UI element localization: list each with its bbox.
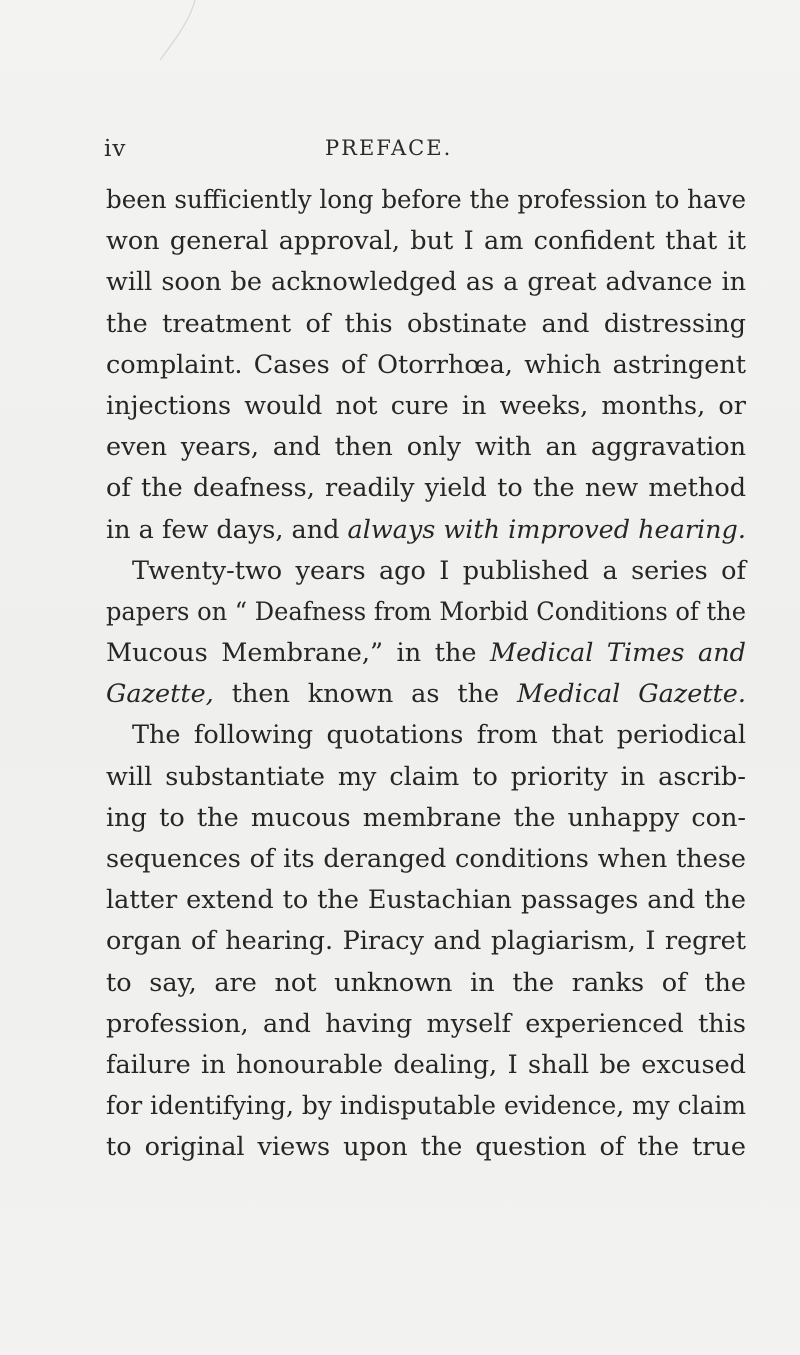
- text-run: then known as the: [213, 679, 517, 710]
- text-line: [106, 1004, 746, 1045]
- text-line: [106, 345, 746, 386]
- text-run: won general approval, but I am confident that it: [106, 226, 746, 257]
- text-line: [106, 510, 746, 551]
- text-run: sequences of its deranged conditions when these: [106, 844, 746, 874]
- text-run: organ of hearing. Piracy and plagiarism, I regret: [106, 926, 747, 957]
- running-head: PREFACE.: [325, 136, 453, 160]
- italic-text-run: Gazette,: [106, 679, 214, 710]
- text-line: [106, 1127, 746, 1168]
- text-line: [106, 633, 746, 674]
- text-run: to original views upon the question of the true: [106, 1132, 746, 1163]
- text-line: [106, 921, 746, 962]
- text-run: Mucous Membrane,” in the: [106, 638, 491, 669]
- text-line: [106, 592, 746, 633]
- text-run: failure in honourable dealing, I shall be excused: [106, 1049, 746, 1080]
- text-line: [106, 674, 746, 715]
- text-run: will soon be acknowledged as a great advance in: [106, 267, 747, 298]
- italic-text-run: always with improved hearing.: [347, 514, 746, 545]
- page-number: iv: [104, 136, 127, 162]
- text-line: [106, 1086, 746, 1127]
- text-run: been sufficiently long before the profession to have: [106, 185, 747, 215]
- text-run: even years, and then only with an aggravation: [106, 432, 747, 463]
- text-line: [106, 221, 746, 262]
- text-run: of the deafness, readily yield to the new method: [106, 473, 747, 504]
- text-run: in a few days, and: [106, 514, 348, 545]
- text-line: [106, 1045, 746, 1086]
- italic-text-run: Medical Gazette.: [517, 679, 747, 710]
- text-run: papers on “ Deafness from Morbid Conditions of the: [106, 596, 746, 627]
- text-run: profession, and having myself experienced this: [106, 1008, 746, 1039]
- text-line: [106, 715, 746, 756]
- page-header: [104, 136, 704, 166]
- text-run: Twenty-two years ago I published a series of: [132, 555, 746, 586]
- text-run: The following quotations from that periodical: [132, 720, 747, 751]
- text-run: complaint. Cases of Otorrhœa, which astringent: [106, 349, 747, 380]
- page-fold-mark: [150, 0, 210, 70]
- text-run: injections would not cure in weeks, months, or: [106, 390, 746, 421]
- text-line: [106, 757, 746, 798]
- body-text: [106, 180, 746, 1169]
- text-line: [106, 386, 746, 427]
- text-run: to say, are not unknown in the ranks of the: [106, 967, 746, 998]
- text-line: [106, 839, 746, 880]
- text-line: [106, 468, 746, 509]
- text-run: will substantiate my claim to priority in ascrib-: [106, 761, 746, 792]
- text-line: [106, 551, 746, 592]
- text-line: [106, 180, 746, 221]
- text-run: latter extend to the Eustachian passages and the: [106, 885, 746, 916]
- text-line: [106, 304, 746, 345]
- text-run: the treatment of this obstinate and distressing: [106, 308, 747, 339]
- italic-text-run: Medical Times and: [490, 638, 746, 669]
- text-line: [106, 798, 746, 839]
- text-run: ing to the mucous membrane the unhappy con-: [106, 802, 747, 833]
- text-line: [106, 262, 746, 303]
- text-line: [106, 963, 746, 1004]
- text-line: [106, 427, 746, 468]
- text-run: for identifying, by indisputable evidence, my claim: [106, 1091, 747, 1122]
- text-line: [106, 880, 746, 921]
